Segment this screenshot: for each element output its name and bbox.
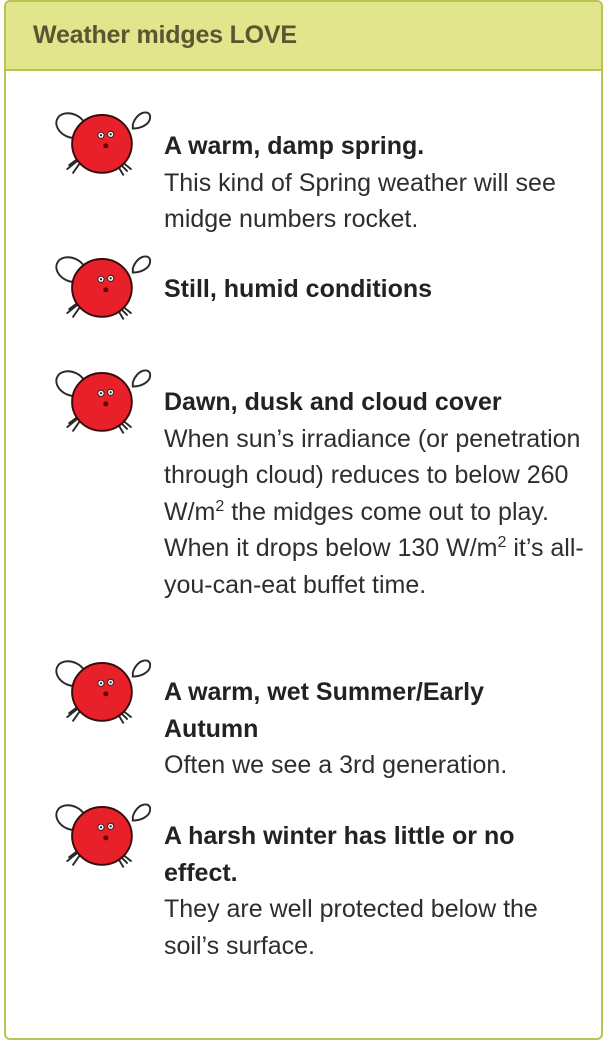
midge-icon xyxy=(48,101,154,183)
item-desc xyxy=(164,421,584,604)
item-title: A harsh winter has little or no effect. xyxy=(164,822,515,887)
irradiance-text-a: When sun’s irradiance (or penetration through cloud) reduces to below 260 W/m xyxy=(164,424,581,526)
superscript: 2 xyxy=(215,497,225,515)
item-text xyxy=(164,818,584,964)
item-desc: They are well protected below the soil’s surface. xyxy=(164,895,538,960)
irradiance-text-c: it’s all-you-can-eat buffet time. xyxy=(164,534,584,599)
midge-icon xyxy=(48,649,154,731)
item-desc: Often we see a 3rd generation. xyxy=(164,751,508,779)
midges-card xyxy=(4,0,603,1040)
item-text xyxy=(164,128,584,238)
item-title: A warm, wet Summer/Early Autumn xyxy=(164,678,485,743)
item-text xyxy=(164,384,584,603)
item-text xyxy=(164,271,584,308)
card-title: Weather midges LOVE xyxy=(33,21,297,49)
item-text xyxy=(164,674,584,784)
item-title: Dawn, dusk and cloud cover xyxy=(164,388,502,416)
midge-icon xyxy=(48,245,154,327)
midge-icon xyxy=(48,359,154,441)
card-header xyxy=(6,2,601,71)
item-title: Still, humid conditions xyxy=(164,275,433,303)
item-title: A warm, damp spring. xyxy=(164,132,425,160)
midge-icon xyxy=(48,793,154,875)
superscript: 2 xyxy=(497,534,507,551)
item-desc: This kind of Spring weather will see midge numbers rocket. xyxy=(164,168,556,233)
irradiance-text-b: the midges come out to play. When it drops below 130 W/m xyxy=(164,497,549,562)
